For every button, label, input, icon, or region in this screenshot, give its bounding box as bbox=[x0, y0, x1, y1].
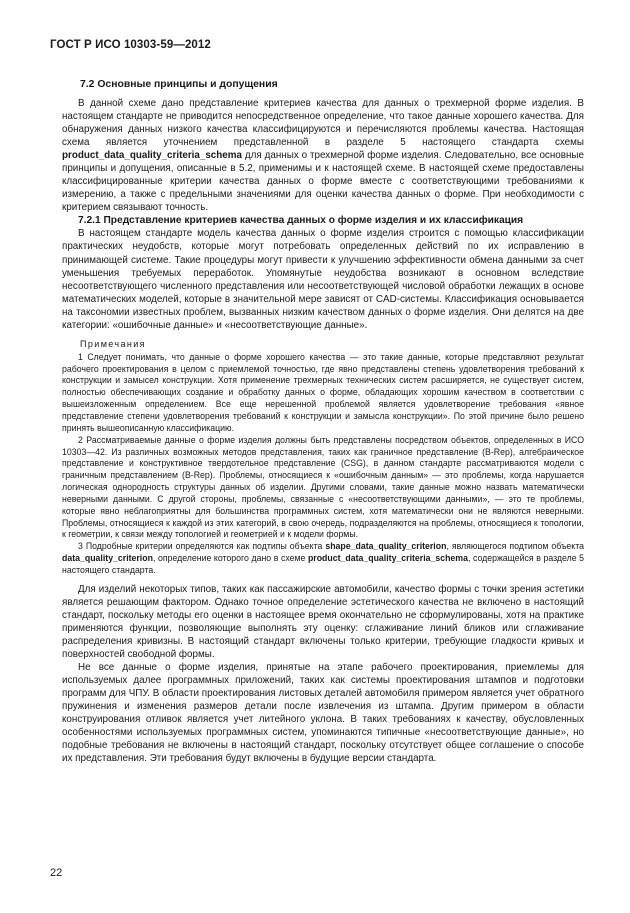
entity-name: data_quality_criterion bbox=[62, 553, 153, 564]
schema-name: product_data_quality_criteria_schema bbox=[62, 150, 242, 162]
entity-name: shape_data_quality_criterion bbox=[325, 541, 447, 552]
note-3-text-3: , определение которого дано в схеме bbox=[152, 553, 306, 564]
paragraph-text: В данной схеме дано представление критериев качества для данных о трехмерной форме изделия. В настоящем стандарте не приводится непосредственное определение, что такое данные хорошего качества. Для обнаружения данных низкого качества классифицируются и перечисляются проблемы качества. Настоящая схема является уточнением представленной в разделе 5 настоящего стандарта схемы bbox=[62, 98, 584, 149]
schema-name: product_data_quality_criteria_schema bbox=[307, 553, 468, 564]
page-number: 22 bbox=[50, 867, 63, 879]
note-3-text-2: , являющегося подтипом объекта bbox=[446, 541, 584, 552]
paragraph-classification: В настоящем стандарте модель качества данных о форме изделия строится с помощью классификации практических неудобств, которые могут потребовать определенных действий по их исправлению в принимающей системе. Такие процедуры могут привести к улучшению эффективности обмена данными за счет уменьшения требуемых переработок. Упомянутые неудобства возникают в основном вследствие несоответствующего численного представления или несоответствующей числовой обработки лежащих в основе математических моделей, которые в значительной мере зависят от CAD-системы. Классификация основывается на таксономии известных проблем, вызванных низким качеством данных о форме изделия. Они делятся на две категории: «ошибочные данные» и «несоответствующие данные». bbox=[62, 228, 584, 331]
note-3-text-4: , содержащейся в разделе 5 настоящего стандарта. bbox=[62, 553, 585, 575]
page-content bbox=[62, 78, 584, 765]
subsection-heading: 7.2.1 Представление критериев качества данных о форме изделия и их классификация bbox=[78, 215, 524, 227]
document-header: ГОСТ Р ИСО 10303-59—2012 bbox=[50, 39, 211, 51]
section-heading: 7.2 Основные принципы и допущения bbox=[80, 79, 278, 90]
note-1: 1 Следует понимать, что данные о форме хорошего качества — это такие данные, которые представляют результат рабочего проектирования в целом с приемлемой точностью, где явно представлены степень удовлетворения требований к конструкции и замысел конструкции. Хотя применение трехмерных технических систем расширяется, не существует систем, полностью обеспечивающих создание и обработку данных о форме, обладающих хорошим качеством в соответствии с вышеизложенным определением. Все еще нерешенной проблемой является удовлетворение требования «явное представление степени удовлетворения требований к конструкции и замысла конструкции». По этой причине было решено принять вышеописанную классификацию. bbox=[62, 351, 584, 433]
paragraph-aesthetics: Для изделий некоторых типов, таких как пассажирские автомобили, качество формы с точки зрения эстетики является решающим фактором. Однако точное определение эстетического качества не включено в настоящий стандарт, поскольку методы его оценки в настоящее время окончательно не сформулированы, хотя на практике применяются функции, позволяющие выполнять эту оценку: сглаживание линий бликов или сглаживание распределения кривизны. В настоящий стандарт включены только критерии, требующие гладкости кривых и поверхностей свободной формы. bbox=[62, 583, 584, 661]
paragraph-intro bbox=[62, 97, 584, 214]
notes-heading: Примечания bbox=[80, 338, 146, 349]
note-3-text: 3 Подробные критерии определяются как подтипы объекта bbox=[78, 541, 323, 552]
note-3 bbox=[62, 541, 584, 577]
paragraph-text-cont: для данных о трехмерной форме изделия. Следовательно, все основные принципы и допущения, описанные в 5.2, применимы и к настоящей схеме. В настоящей схеме предоставлены классифицированные критерии качества данных о форме вместе с соответствующими требованиями к измерению, а также с предельными значениями для оценки качества данных о форме. При необходимости с критерием связывают точность. bbox=[62, 150, 584, 214]
paragraph-downstream: Не все данные о форме изделия, принятые на этапе рабочего проектирования, приемлемы для используемых далее программных приложений, таких как системы проектирования штампов и подготовки программ для ЧПУ. В области проектирования листовых деталей автомобиля примером является учет обратного пружинения и изменения размеров детали после извлечения из штампа. Другим примером в области конструирования отливок является учет литейного уклона. В таких требованиях к качеству, обусловленных особенностями используемых программных систем, упоминаются типичные «несоответствующие данные», но подобные требования не включены в настоящий стандарт, поскольку отсутствует общее соглашение о способе их представления. Эти требования будут включены в будущие версии стандарта. bbox=[62, 662, 584, 765]
note-2: 2 Рассматриваемые данные о форме изделия должны быть представлены посредством объектов, определенных в ИСО 10303—42. Из различных возможных методов представления, таких как граничное представление (B-Rep), алгебраическое представление и конструктивное твердотельное представление (CSG), в данном стандарте рассматриваются модели с граничным представлением (B-Rep). Проблемы, относящиеся к «ошибочным данным» — это проблемы, когда нарушается логическая однородность структуры данных об изделии. Другими словами, такие данные можно назвать математически неверными данными. С другой стороны, проблемы, связанные с «несоответствующими данными», — это те проблемы, которые явно неблагоприятны для большинства программных систем, хотя математически они не являются неверными. Проблемы, относящиеся к каждой из этих категорий, в свою очередь, подразделяются на проблемы, относящиеся к топологии, к геометрии, к связи между топологией и геометрией и к модели формы. bbox=[62, 434, 584, 540]
